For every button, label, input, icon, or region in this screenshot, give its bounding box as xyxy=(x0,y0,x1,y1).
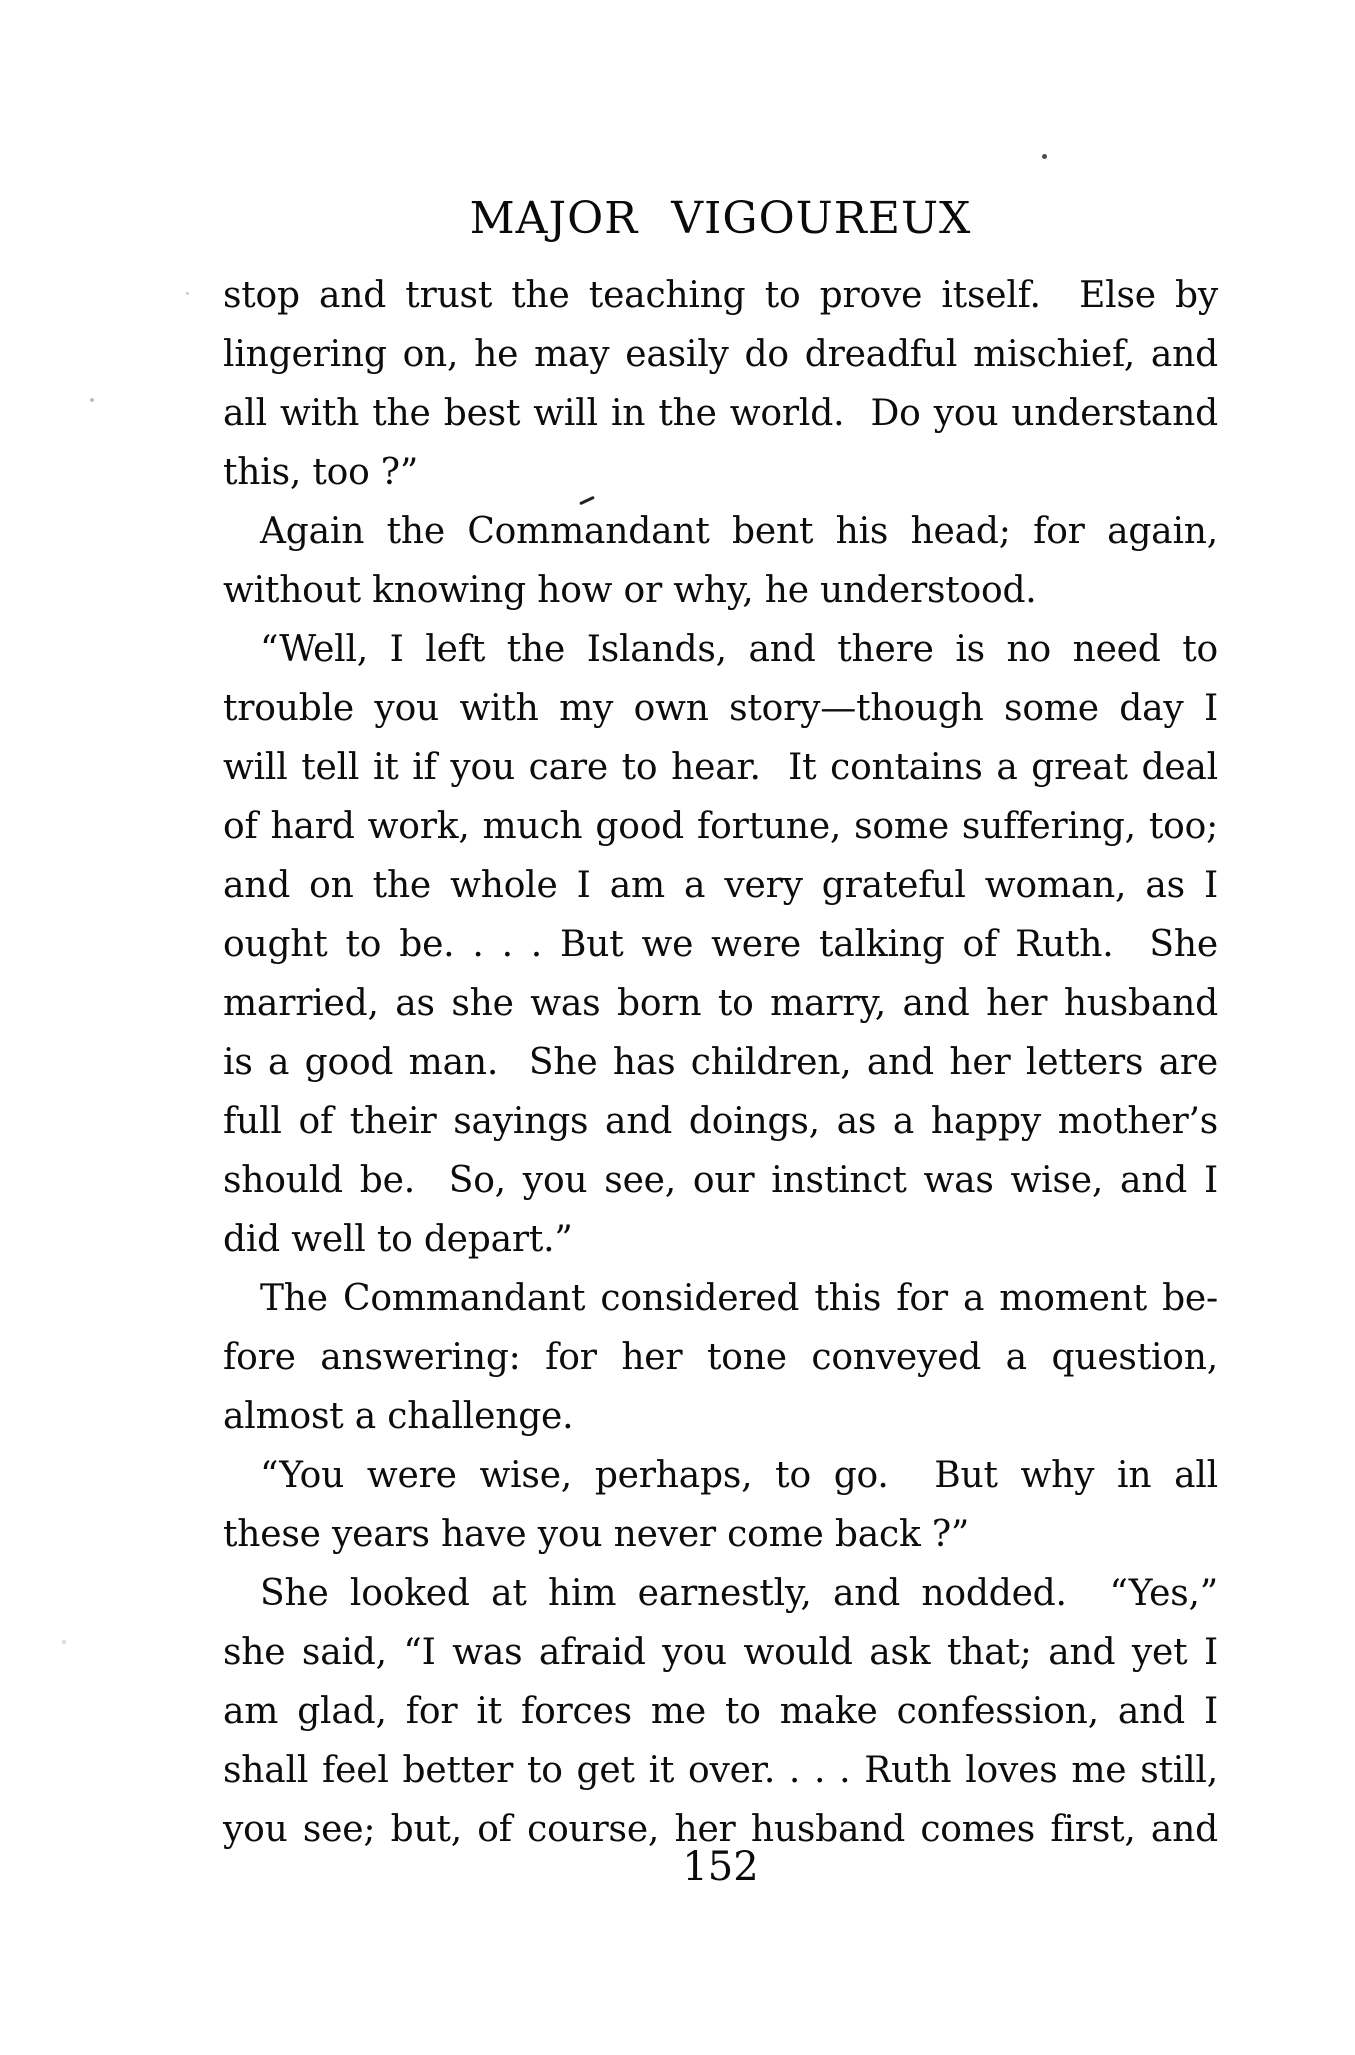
text-line: lingering on, he may easily do dreadful mischief, and xyxy=(223,334,1218,375)
text-line: these years have you never come back ?” xyxy=(223,1514,970,1555)
text-line: will tell it if you care to hear. It contains a great deal xyxy=(223,747,1218,788)
scan-speck xyxy=(1042,154,1047,159)
text-line: full of their sayings and doings, as a happy mother’s xyxy=(223,1101,1218,1142)
text-line: she said, “I was afraid you would ask that; and yet I xyxy=(223,1632,1218,1673)
text-line: Again the Commandant bent his head; for again, xyxy=(260,511,1218,552)
running-title: MAJOR VIGOUREUX xyxy=(469,193,972,244)
text-line: The Commandant considered this for a moment be- xyxy=(260,1278,1218,1319)
text-line: and on the whole I am a very grateful woman, as I xyxy=(223,865,1218,906)
text-line: this, too ?” xyxy=(223,452,419,493)
text-line: all with the best will in the world. Do you understand xyxy=(223,393,1218,434)
page-number: 152 xyxy=(682,1844,759,1890)
text-line: trouble you with my own story—though some day I xyxy=(223,688,1218,729)
text-line: fore answering: for her tone conveyed a question, xyxy=(223,1337,1218,1378)
text-line: stop and trust the teaching to prove itself. Else by xyxy=(223,275,1218,316)
text-line: She looked at him earnestly, and nodded. “Yes,” xyxy=(260,1573,1218,1614)
text-line: am glad, for it forces me to make confession, and I xyxy=(223,1691,1218,1732)
text-line: “You were wise, perhaps, to go. But why in all xyxy=(260,1455,1218,1496)
text-line: almost a challenge. xyxy=(223,1396,574,1437)
text-line: shall feel better to get it over. . . . Ruth loves me still, xyxy=(223,1750,1218,1791)
text-line: without knowing how or why, he understood. xyxy=(223,570,1037,611)
text-line: “Well, I left the Islands, and there is no need to xyxy=(260,629,1218,670)
scan-speck xyxy=(90,398,94,402)
text-line: did well to depart.” xyxy=(223,1219,573,1260)
body-text xyxy=(223,266,1218,1859)
text-line: married, as she was born to marry, and her husband xyxy=(223,983,1218,1024)
text-line: of hard work, much good fortune, some suffering, too; xyxy=(223,806,1218,847)
text-line: should be. So, you see, our instinct was wise, and I xyxy=(223,1160,1218,1201)
text-line: ought to be. . . . But we were talking of Ruth. She xyxy=(223,924,1218,965)
scan-speck xyxy=(186,292,189,295)
text-line: you see; but, of course, her husband comes first, and xyxy=(223,1809,1218,1850)
scan-speck xyxy=(62,1640,66,1644)
text-line: is a good man. She has children, and her letters are xyxy=(223,1042,1218,1083)
